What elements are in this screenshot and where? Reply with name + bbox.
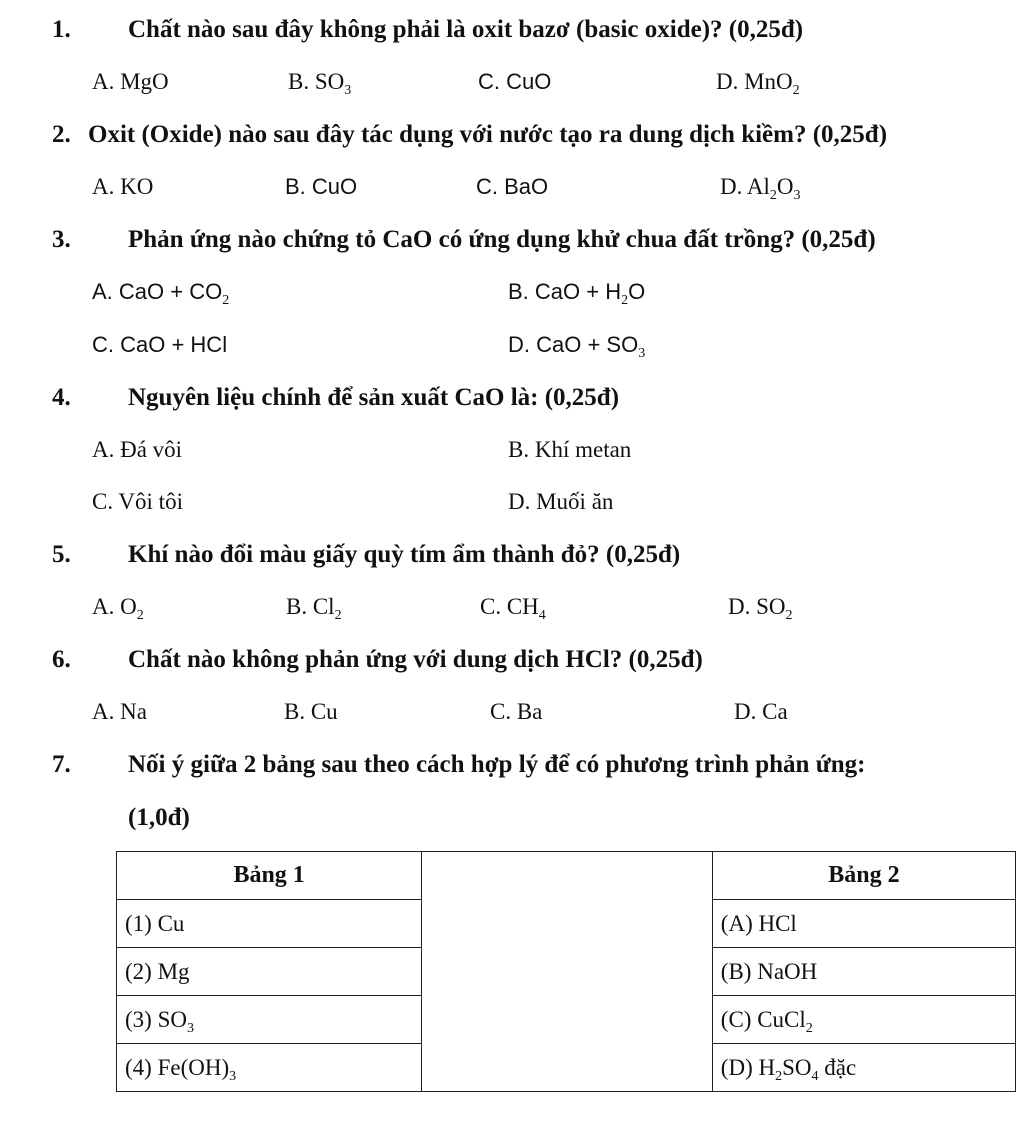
question-number: 7. xyxy=(52,751,71,778)
question-text: Chất nào không phản ứng với dung dịch HCl? (0,25đ) xyxy=(128,646,703,673)
table-2-cell: (C) CuCl$_2$ xyxy=(712,996,1015,1044)
q5-option-a: A. $O_2$ xyxy=(92,594,144,623)
table-1-cell: (4) $Fe(OH)_3$ xyxy=(117,1044,422,1092)
question-number: 3. xyxy=(52,226,71,253)
question-text: Nguyên liệu chính để sản xuất CaO là: (0,25đ) xyxy=(128,384,620,411)
q6-option-a: A. Na xyxy=(92,699,147,724)
table-2-cell: (D) $H_2SO_4$ đặc xyxy=(712,1044,1015,1092)
table-1-cell: (2) Mg xyxy=(117,948,422,996)
matching-table xyxy=(116,851,1016,1092)
table-1-header: Bảng 1 xyxy=(117,852,422,900)
question-text: Khí nào đổi màu giấy quỳ tím ẩm thành đỏ? (0,25đ) xyxy=(128,541,681,568)
q3-option-a: A. CaO + $CO_2$ xyxy=(92,279,230,308)
q4-option-a: A. Đá vôi xyxy=(92,437,183,462)
q3-option-c: C. CaO + HCl xyxy=(92,332,228,357)
question-text: Chất nào sau đây không phải là oxit bazơ (basic oxide)? (0,25đ) xyxy=(128,16,804,43)
question-text: Phản ứng nào chứng tỏ CaO có ứng dụng khử chua đất trồng? (0,25đ) xyxy=(128,226,876,253)
table-header-row xyxy=(117,852,1016,900)
table-spacer xyxy=(422,852,713,1092)
q3-option-b: B. CaO + $H_2O$ xyxy=(508,279,646,308)
q4-option-d: D. Muối ăn xyxy=(508,489,614,514)
q1-option-d: D. MnO$_2$ xyxy=(716,69,800,98)
q6-option-d: D. Ca xyxy=(734,699,788,724)
q1-option-a: A. MgO xyxy=(92,69,169,94)
q2-option-d: D. $Al_2O_3$ xyxy=(720,174,801,203)
question-number: 2. xyxy=(52,121,71,148)
table-2-cell: (A) HCl xyxy=(712,900,1015,948)
q3-option-d: D. CaO + $SO_3$ xyxy=(508,332,646,361)
question-7-points: (1,0đ) xyxy=(128,804,190,831)
question-number: 6. xyxy=(52,646,71,673)
question-number: 4. xyxy=(52,384,71,411)
table-2-header: Bảng 2 xyxy=(712,852,1015,900)
table-2-cell: (B) NaOH xyxy=(712,948,1015,996)
q5-option-c: C. $CH_4$ xyxy=(480,594,546,623)
q5-option-b: B. $Cl_2$ xyxy=(286,594,342,623)
q1-option-b: B. $SO_3$ xyxy=(288,69,352,98)
question-number: 5. xyxy=(52,541,71,568)
q4-option-c: C. Vôi tôi xyxy=(92,489,183,514)
q6-option-c: C. Ba xyxy=(490,699,543,724)
q4-option-b: B. Khí metan xyxy=(508,437,632,462)
table-1-cell: (3) $SO_3$ xyxy=(117,996,422,1044)
question-number: 1. xyxy=(52,16,71,43)
question-text: Nối ý giữa 2 bảng sau theo cách hợp lý để có phương trình phản ứng: xyxy=(128,751,866,778)
q2-option-a: A. KO xyxy=(92,174,154,199)
q2-option-b: B. CuO xyxy=(285,174,358,199)
q6-option-b: B. Cu xyxy=(284,699,338,724)
question-text: Oxit (Oxide) nào sau đây tác dụng với nước tạo ra dung dịch kiềm? (0,25đ) xyxy=(88,121,888,148)
q2-option-c: C. BaO xyxy=(476,174,549,199)
table-1-cell: (1) Cu xyxy=(117,900,422,948)
q1-option-c: C. CuO xyxy=(478,69,552,94)
q5-option-d: D. $SO_2$ xyxy=(728,594,793,623)
